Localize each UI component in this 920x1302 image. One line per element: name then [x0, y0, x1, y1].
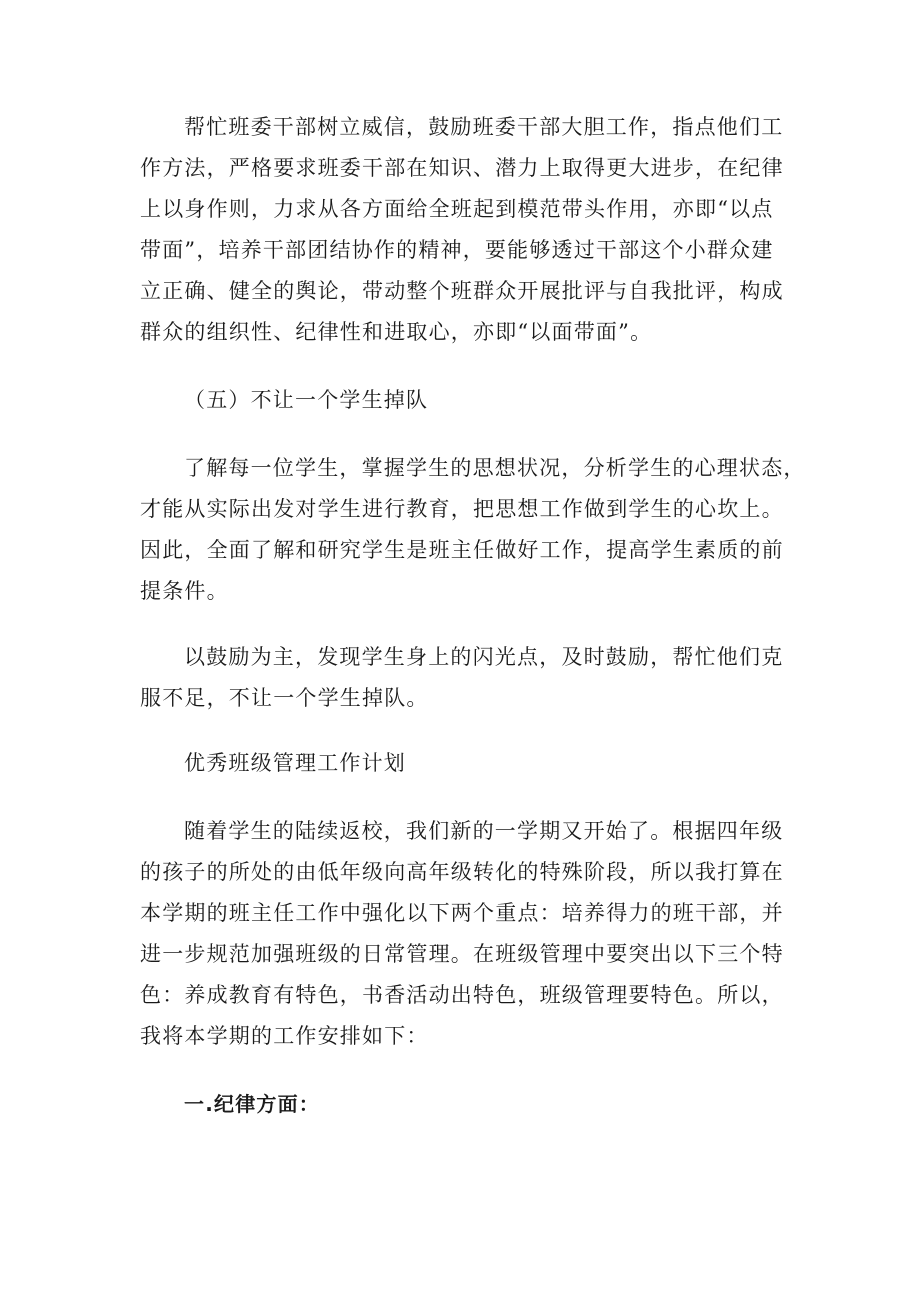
section-title: （五）不让一个学生掉队 — [184, 388, 429, 412]
paragraph-line: 服不足，不让一个学生掉队。 — [140, 686, 429, 710]
paragraph-line: 群众的组织性、纪律性和进取心，亦即“以面带面”。 — [140, 320, 653, 344]
paragraph-line: 了解每一位学生，掌握学生的思想状况，分析学生的心理状态， — [184, 456, 806, 480]
paragraph-line: 立正确、健全的舆论，带动整个班群众开展批评与自我批评，构成 — [140, 279, 784, 303]
paragraph-line: 因此，全面了解和研究学生是班主任做好工作，提高学生素质的前 — [140, 538, 784, 562]
paragraph-line: 本学期的班主任工作中强化以下两个重点：培养得力的班干部，并 — [140, 901, 784, 925]
paragraph-class-leaders — [140, 107, 784, 353]
paragraph-semester-plan — [140, 811, 784, 1057]
paragraph-line: 的孩子的所处的由低年级向高年级转化的特殊阶段，所以我打算在 — [140, 860, 784, 884]
paragraph-line: 帮忙班委干部树立威信，鼓励班委干部大胆工作，指点他们工 — [184, 115, 784, 139]
paragraph-understand-students — [140, 448, 806, 612]
plan-title-block — [140, 743, 780, 784]
paragraph-line: 才能从实际出发对学生进行教育，把思想工作做到学生的心坎上。 — [140, 497, 784, 521]
paragraph-line: 色：养成教育有特色，书香活动出特色，班级管理要特色。所以， — [140, 983, 784, 1007]
paragraph-line: 我将本学期的工作安排如下： — [140, 1024, 429, 1048]
paragraph-line: 带面”，培养干部团结协作的精神，要能够透过干部这个小群众建 — [140, 238, 774, 262]
section-title-no-student-left-behind — [140, 380, 780, 421]
paragraph-line: 进一步规范加强班级的日常管理。在班级管理中要突出以下三个特 — [140, 942, 784, 966]
section-heading-discipline-block — [140, 1084, 780, 1125]
paragraph-line: 以鼓励为主，发现学生身上的闪光点，及时鼓励，帮忙他们克 — [184, 645, 784, 669]
plan-title: 优秀班级管理工作计划 — [184, 751, 406, 775]
section-heading-discipline: 一.纪律方面： — [184, 1092, 320, 1116]
paragraph-line: 随着学生的陆续返校，我们新的一学期又开始了。根据四年级 — [184, 819, 784, 843]
paragraph-line: 提条件。 — [140, 579, 229, 603]
paragraph-line: 作方法，严格要求班委干部在知识、潜力上取得更大进步，在纪律 — [140, 156, 784, 180]
paragraph-line: 上以身作则，力求从各方面给全班起到模范带头作用，亦即“以点 — [140, 197, 774, 221]
paragraph-encouragement — [140, 637, 784, 719]
